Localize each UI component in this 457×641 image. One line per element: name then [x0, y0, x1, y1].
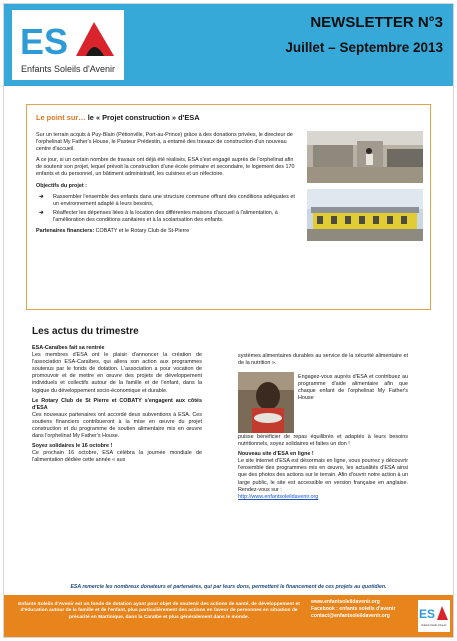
footer-website: www.enfantsoleildavenir.org [311, 599, 380, 605]
website-link[interactable]: http://www.enfantsoleildavenir.org [238, 493, 319, 500]
arrow-right-icon: ➔ [39, 193, 44, 200]
objectives-list [36, 194, 296, 224]
news-paragraph: systèmes alimentaires durables au service de la sécurité alimentaire et de la nutrition ». [238, 353, 408, 367]
footer-description: Enfants Soleils d'Avenir est un fonds de dotation ayant pour objet de soutenir des actions de santé, de développement et d'éducation autour de la famille et de l'enfant, plus particulièrement des actions en faveur de personnes en situation de précarité en Martinique, dans la Caraïbe et plus généralement dans le monde. [18, 602, 300, 620]
partners-label: Partenaires financiers: [36, 228, 95, 235]
footer-contact [311, 599, 426, 619]
logo-subtitle: Enfants Soleils d'Avenir [20, 64, 116, 74]
thanks-note: ESA remercie les nombreux donateurs et partenaires, qui par leurs dons, permettent le financement de ces projets au quotidien. [70, 584, 387, 590]
news-section-title: Les actus du trimestre [32, 326, 139, 337]
svg-text:ES: ES [20, 21, 69, 62]
news-column-right-top [238, 353, 408, 367]
esa-logo-mark [16, 14, 120, 62]
feature-paragraph-2: A ce jour, si un certain nombre de travaux ont déjà été réalisés, ESA s'est engagé auprès de l'orphelinat afin de soutenir son projet, lequel prévoit la construction d'une école primaire et secondaire, le logement des 170 enfants et du personnel, un bâtiment administratif, les cuisines et un réfectoire. [36, 157, 295, 178]
newsletter-number: NEWSLETTER N°3 [310, 14, 443, 31]
news-paragraph: Ce prochain 16 octobre, ESA célèbra la journée mondiale de l'alimentation dédiée cette année « aux [32, 450, 202, 464]
objective-item [36, 210, 296, 224]
news-column-right-bottom [238, 434, 408, 501]
objective-text: Rassembler l'ensemble des enfants dans une structure commune offrant des conditions adéquates et un environnement adapté à leurs besoins, [53, 193, 295, 207]
footer-banner [4, 595, 453, 637]
footer-email: contact@enfantsoleildavenir.org [311, 612, 390, 619]
newsletter-period: Juillet – Septembre 2013 [285, 40, 443, 55]
arrow-right-icon: ➔ [39, 209, 44, 216]
svg-text:ES: ES [419, 607, 436, 621]
objective-text: Réaffecter les dépenses liées à la location des différentes maisons d'accueil à l'alimentation, à l'amélioration des conditions sanitaires et à la scolarisation des enfants. [53, 209, 278, 223]
feature-title-main: le « Projet construction » d'ESA [85, 113, 200, 122]
news-paragraph: puisse bénéficier de repas équilibrés et adaptés à leurs besoins nutritionnels, soyez solidaires et faites un don ! [238, 434, 408, 448]
partners-line [36, 228, 296, 235]
feature-box [26, 104, 431, 310]
feature-title [36, 113, 200, 122]
news-column-left [32, 345, 202, 465]
child-eating-photo [238, 372, 294, 433]
feature-title-prefix: Le point sur… [36, 113, 86, 122]
news-wrap-text: Engagez-vous auprès d'ESA et contribuez au programme d'aide alimentaire afin que chaque enfant de l'orphelinat My Father's House [298, 374, 408, 402]
newsletter-page [3, 3, 454, 638]
news-paragraph: Ces nouveaux partenaires ont accordé deux subventions à ESA. Ces soutiens financiers contribueront à la mise en œuvre du projet construction et du programme de soutien alimentaire mis en œuvre dans l'orphelinat My Father's House. [32, 411, 202, 440]
construction-site-photo [307, 131, 423, 183]
footer-logo-mark [418, 600, 450, 624]
news-heading: Soyez solidaires le 16 octobre ! [32, 443, 113, 450]
header-banner [4, 4, 453, 86]
footer-facebook: Facebook : enfants soleils d'avenir [311, 605, 396, 612]
news-heading: Nouveau site d'ESA en ligne ! [238, 451, 314, 458]
news-heading: ESA-Caraïbes fait sa rentrée [32, 345, 105, 351]
objective-item [36, 194, 296, 208]
footer-logo-caption: Enfants Soleils d'Avenir [421, 624, 447, 627]
partners-value: COBATY et le Rotary Club de St-Pierre [94, 228, 190, 235]
news-paragraph: Les membres d'ESA ont le plaisir d'annoncer la création de l'association ESA-Caraïbes, qui allera son action aux programmes soutenus par le fonds de dotation. L'association a pour vocation de promouvoir et de mettre en œuvre des projets de développement individuels et collectifs autour de la famille et de l'enfant, dans la logique du développement socio-économique et durable. [32, 352, 202, 394]
news-paragraph: Le site internet d'ESA est désormais en ligne, vous pourrez y découvrir l'ensemble des programmes mis en œuvre, les actualités d'ESA ainsi que des photos des actions sur le terrain. Afin d'ouvrir notre action à un large public, le site est accessible en version française en anglaise. Rendez-vous sur : [238, 458, 408, 493]
news-heading: Le Rotary Club de St Pierre et COBATY s'engagent aux côtés d'ESA [32, 397, 202, 411]
feature-body [36, 132, 296, 239]
esa-logo [12, 10, 124, 80]
new-building-photo [307, 189, 423, 241]
footer-esa-logo [418, 600, 450, 632]
feature-paragraph-1: Sur un terrain acquis à Puy-Blain (Pétionville, Port-au-Prince) grâce à des donations privées, le directeur de l'orphelinat My Father's House, le Pasteur Prédestin, a entamé des travaux de construction d'un nouveau centre d'accueil. [36, 132, 293, 153]
objectives-title: Objectifs du projet : [36, 182, 87, 189]
